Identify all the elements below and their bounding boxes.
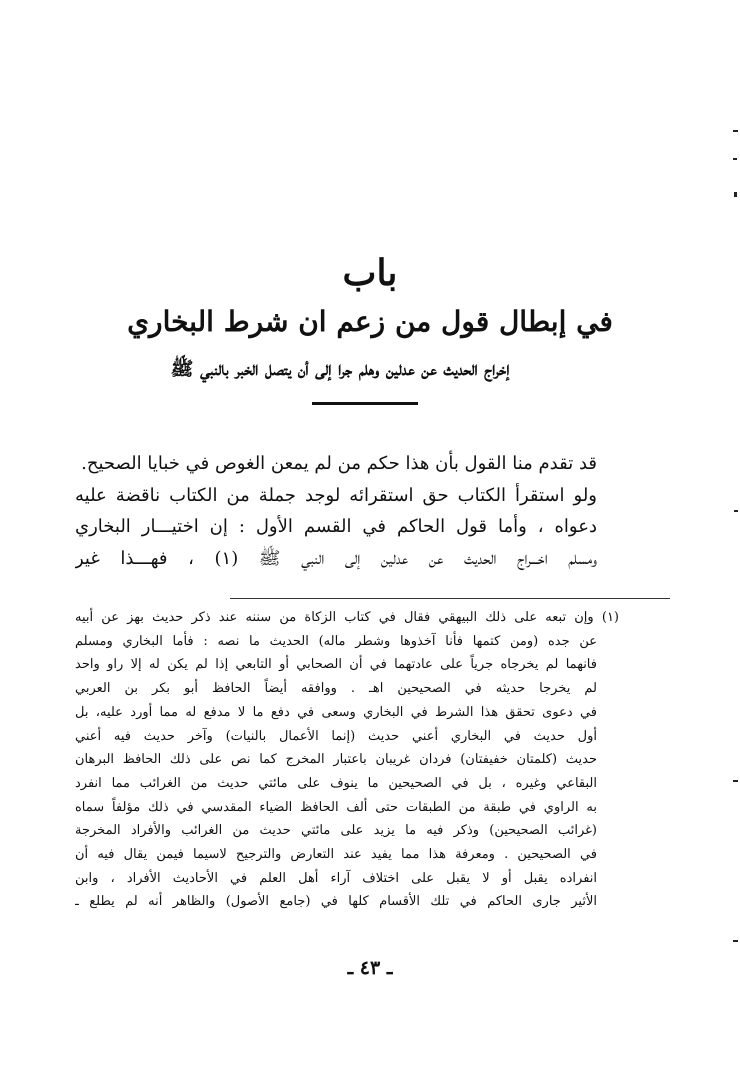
footnote-line: الأثير جارى الحاكم في تلك الأقسام كلها في (جامع الأصول) والظاهر أنه لم يطلع ـ bbox=[75, 894, 597, 910]
scan-mark bbox=[734, 510, 738, 512]
main-text-line: ولو استقرأ الكتاب حق استقرائه لوجد جملة من الكتاب ناقضة عليه bbox=[75, 484, 597, 506]
scan-mark bbox=[734, 192, 737, 197]
footnote-divider bbox=[230, 598, 670, 599]
chapter-subtitle: إخراج الحديث عن عدلين وهلم جرا إلى أن يتصل الخبر بالنبي ﷺ bbox=[170, 358, 510, 380]
scan-mark bbox=[733, 780, 738, 782]
footnote-line: في الصحيحين . ومعرفة هذا مما يفيد عند التعارض والترجيح لاسيما فيمن يقال فيه أن bbox=[75, 847, 597, 863]
scan-mark bbox=[733, 940, 738, 942]
footnote-line: فانهما لم يخرجاه جرياً على عادتهما في أن الصحابي أو التابعي إذا لم يكن له إلا راو واحد bbox=[75, 657, 597, 673]
title-divider bbox=[312, 402, 418, 405]
main-text-line: دعواه ، وأما قول الحاكم في القسم الأول : إن اختيـــار البخاري bbox=[75, 516, 597, 537]
chapter-heading: باب bbox=[342, 252, 398, 294]
footnote-line: انفراده يقبل أو لا يقبل على اختلاف آراء أهل العلم في الأحاديث الأفراد ، وابن bbox=[75, 870, 597, 886]
footnote-line: في دعوى تحقق هذا الشرط في البخاري وسعى في دفع ما لا مدفع له مما أورد عليه، بل bbox=[75, 704, 597, 720]
scan-mark bbox=[733, 130, 738, 132]
footnote-line: عن جده (ومن كتمها فأنا آخذوها وشطر ماله) الحديث ما نصه : فأما البخاري ومسلم bbox=[75, 633, 597, 649]
chapter-title: في إبطال قول من زعم ان شرط البخاري bbox=[127, 305, 613, 338]
scan-mark bbox=[733, 158, 737, 160]
footnote-line: (١) وإن تبعه على ذلك البيهقي فقال في كتاب الزكاة من سننه عند ذكر حديث بهز عن أبيه bbox=[75, 610, 619, 625]
footnote-line: حديث (كلمتان خفيفتان) فردان غريبان باعتبار المخرج كما نص على ذلك الحافظ البرهان bbox=[75, 752, 597, 768]
footnote-line: أول حديث في البخاري أعني حديث (إنما الأعمال بالنيات) وآخر حديث فيه أعني bbox=[75, 728, 597, 744]
footnote-line: به الراوي في طبقة من الطبقات حتى ألف الحافظ الضياء المقدسي في ذلك مؤلفاً سماه bbox=[75, 799, 597, 815]
footnote-line: البقاعي وغيره ، بل في الصحيحين ما ينوف على مائتي حديث من الغرائب مما انفرد bbox=[75, 775, 597, 791]
footnote bbox=[75, 606, 619, 914]
main-paragraph bbox=[75, 448, 597, 574]
footnote-line: (غرائب الصحيحين) وذكر فيه ما يزيد على مائتي حديث من الغرائب والأفراد المخرجة bbox=[75, 823, 597, 839]
footnote-line: لم يخرجا حديثه في الصحيحين اهـ . ووافقه أيضاً الحافظ أبو بكر بن العربي bbox=[75, 681, 597, 697]
main-text-line: قد تقدم منا القول بأن هذا حكم من لم يمعن الغوص في خبايا الصحيح. bbox=[81, 453, 597, 474]
page-number: ـ ٤٣ ـ bbox=[347, 957, 393, 979]
main-text-line: ومسلم اخـــراج الحديث عن عدلين إلى النبي ﷺ (١) ، فهـــذا غير bbox=[75, 547, 597, 569]
